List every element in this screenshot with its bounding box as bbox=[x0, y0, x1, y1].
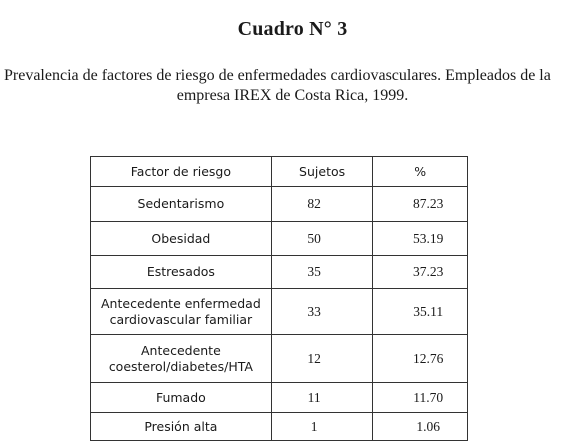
document-title: Cuadro N° 3 bbox=[237, 18, 348, 40]
sujetos-cell bbox=[271, 413, 373, 441]
percent-cell bbox=[373, 383, 468, 413]
factor-label: Sedentarismo bbox=[137, 196, 225, 211]
table-row bbox=[91, 256, 468, 289]
percent-cell bbox=[373, 187, 468, 222]
factor-cell bbox=[91, 335, 272, 383]
percent-value: 37.23 bbox=[413, 264, 444, 279]
factor-label: Presión alta bbox=[144, 418, 218, 434]
factor-label-line-1: Antecedente bbox=[141, 342, 221, 358]
percent-cell bbox=[373, 256, 468, 289]
table-row bbox=[91, 383, 468, 413]
table-row bbox=[91, 289, 468, 335]
table-row bbox=[91, 187, 468, 222]
percent-value: 1.06 bbox=[416, 418, 441, 434]
factor-label-line-2: coesterol/diabetes/HTA bbox=[108, 358, 253, 374]
risk-factor-table bbox=[90, 156, 468, 441]
header-sujetos: Sujetos bbox=[271, 157, 373, 187]
factor-cell bbox=[91, 413, 272, 441]
factor-cell bbox=[91, 383, 272, 413]
percent-value: 35.11 bbox=[413, 303, 444, 319]
factor-label: Estresados bbox=[146, 264, 215, 279]
percent-cell bbox=[373, 289, 468, 335]
sujetos-cell bbox=[271, 256, 373, 289]
sujetos-value: 50 bbox=[307, 230, 321, 246]
factor-cell bbox=[91, 289, 272, 335]
sujetos-cell bbox=[271, 289, 373, 335]
factor-label-line-2: cardiovascular familiar bbox=[109, 311, 253, 327]
header-percent: % bbox=[373, 157, 468, 187]
table-row bbox=[91, 222, 468, 256]
sujetos-value: 33 bbox=[307, 303, 321, 319]
sujetos-value: 12 bbox=[307, 350, 321, 366]
sujetos-cell bbox=[271, 335, 373, 383]
percent-value: 87.23 bbox=[413, 196, 444, 211]
sujetos-value: 82 bbox=[307, 196, 321, 211]
sujetos-value: 1 bbox=[310, 418, 318, 434]
table-row bbox=[91, 335, 468, 383]
sujetos-value: 11 bbox=[307, 389, 321, 405]
factor-cell bbox=[91, 222, 272, 256]
factor-cell bbox=[91, 256, 272, 289]
header-factor: Factor de riesgo bbox=[91, 157, 272, 187]
factor-cell bbox=[91, 187, 272, 222]
percent-cell bbox=[373, 413, 468, 441]
factor-label: Obesidad bbox=[151, 230, 211, 246]
percent-cell bbox=[373, 335, 468, 383]
sujetos-cell bbox=[271, 187, 373, 222]
sujetos-value: 35 bbox=[307, 264, 321, 279]
table-header-row bbox=[91, 157, 468, 187]
percent-value: 11.70 bbox=[413, 389, 444, 405]
table-row bbox=[91, 413, 468, 441]
factor-label: Fumado bbox=[155, 389, 206, 405]
sujetos-cell bbox=[271, 222, 373, 256]
sujetos-cell bbox=[271, 383, 373, 413]
percent-cell bbox=[373, 222, 468, 256]
percent-value: 53.19 bbox=[413, 230, 444, 246]
factor-label-line-1: Antecedente enfermedad bbox=[101, 295, 261, 311]
table-caption bbox=[0, 66, 585, 106]
percent-value: 12.76 bbox=[413, 350, 444, 366]
caption-line-2: empresa IREX de Costa Rica, 1999. bbox=[176, 87, 409, 104]
caption-line-1: Prevalencia de factores de riesgo de enfermedades cardiovasculares. Empleados de la bbox=[4, 67, 551, 84]
